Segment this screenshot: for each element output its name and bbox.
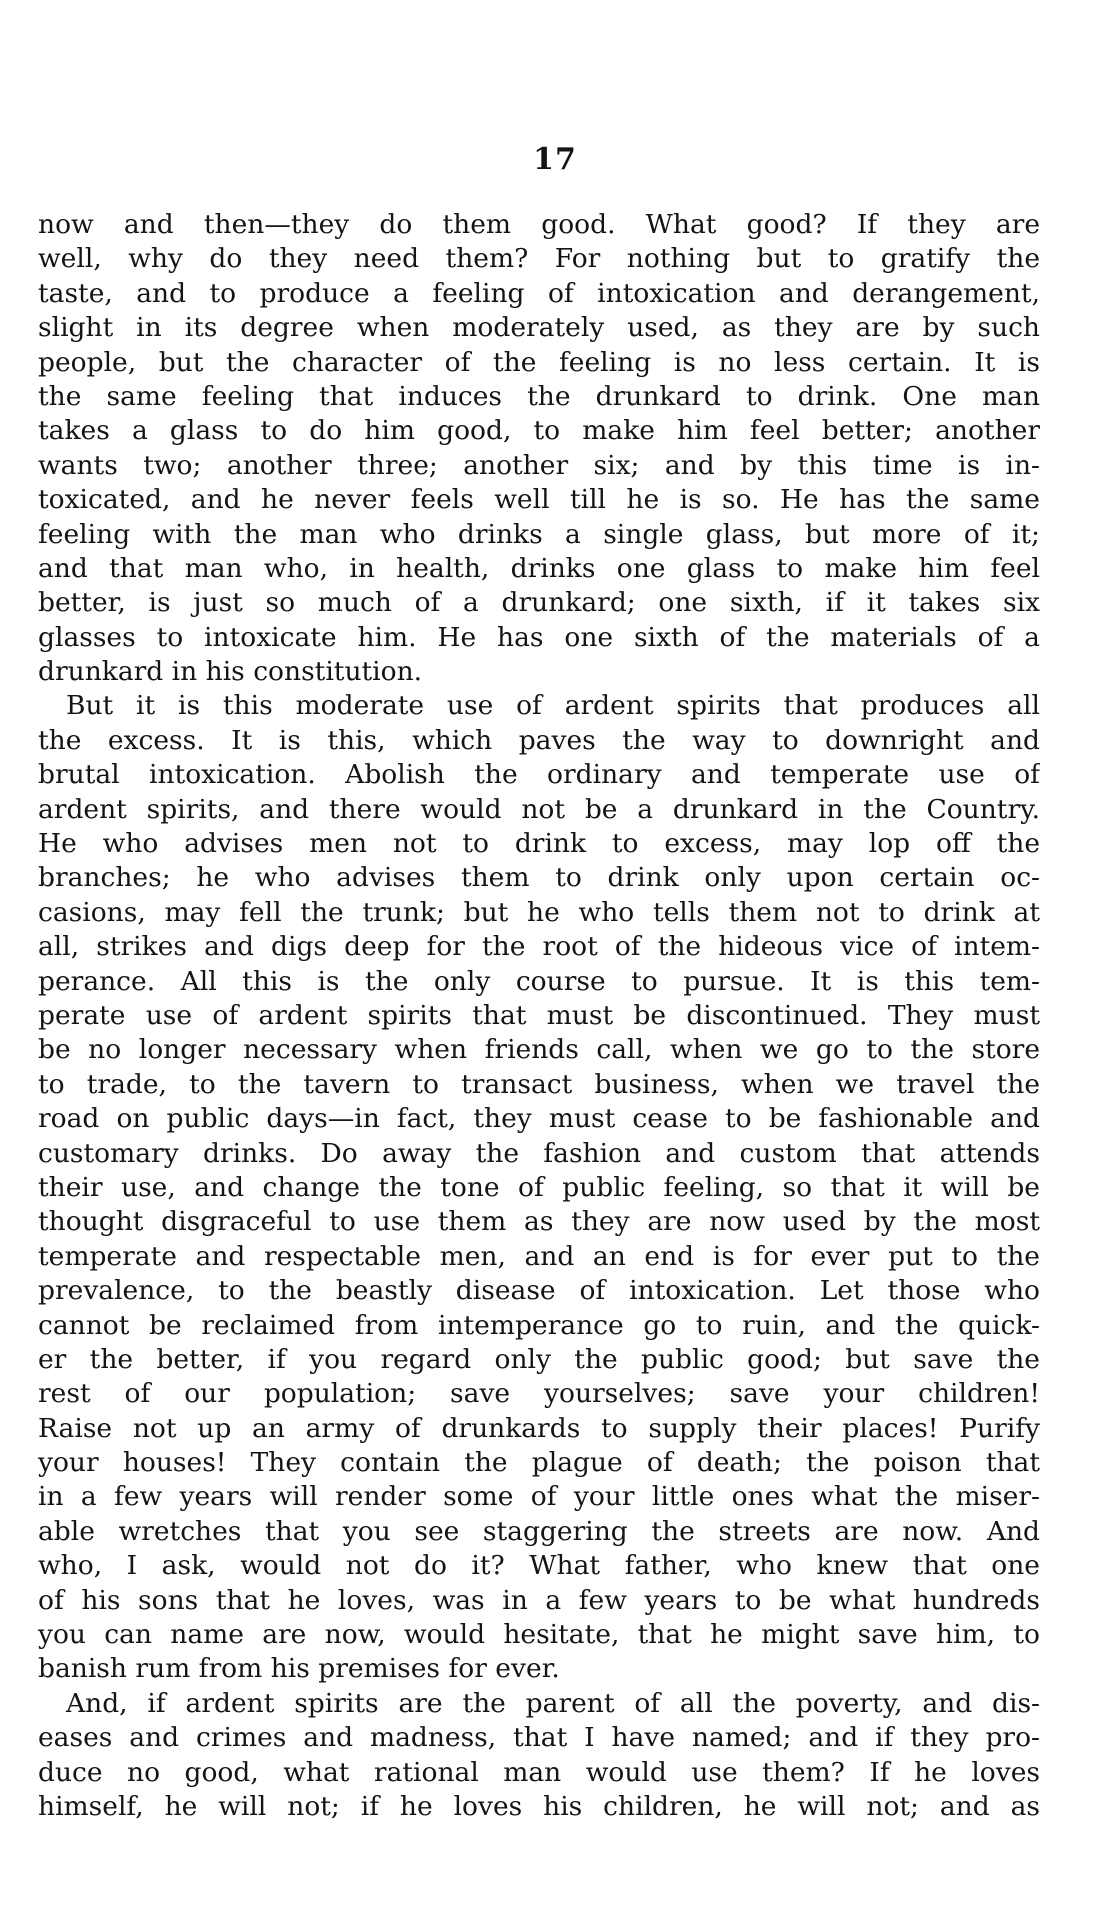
text-line: you can name are now, would hesitate, that he might save him, to — [38, 1619, 1040, 1651]
text-line: better, is just so much of a drunkard; one sixth, if it takes six — [38, 587, 1040, 619]
text-line: banish rum from his premises for ever. — [38, 1653, 560, 1685]
text-line: who, I ask, would not do it? What father, who knew that one — [38, 1550, 1040, 1582]
text-line: feeling with the man who drinks a single glass, but more of it; — [38, 518, 1040, 550]
text-line: be no longer necessary when friends call, when we go to the store — [38, 1034, 1040, 1066]
text-line: now and then—they do them good. What good? If they are — [38, 209, 1040, 240]
text-line: in a few years will render some of your little ones what the miser- — [38, 1481, 1040, 1513]
text-line: Raise not up an army of drunkards to supply their places! Purify — [38, 1412, 1040, 1444]
text-line: the same feeling that induces the drunkard to drink. One man — [38, 380, 1040, 412]
text-line: of his sons that he loves, was in a few years to be what hundreds — [38, 1584, 1040, 1616]
text-line: ardent spirits, and there would not be a drunkard in the Country. — [38, 793, 1040, 825]
text-line: eases and crimes and madness, that I have named; and if they pro- — [38, 1722, 1040, 1754]
text-line: drunkard in his constitution. — [38, 656, 423, 688]
text-line: to trade, to the tavern to transact business, when we travel the — [38, 1068, 1040, 1100]
text-line: But it is this moderate use of ardent spirits that produces all — [66, 690, 1040, 722]
text-line: the excess. It is this, which paves the way to downright and — [38, 724, 1040, 756]
text-line: prevalence, to the beastly disease of intoxication. Let those who — [38, 1275, 1040, 1307]
text-line: road on public days—in fact, they must cease to be fashionable and — [38, 1103, 1040, 1135]
text-line: cannot be reclaimed from intemperance go to ruin, and the quick- — [38, 1309, 1040, 1341]
text-line: and that man who, in health, drinks one glass to make him feel — [38, 552, 1040, 584]
text-line: rest of our population; save yourselves; save your children! — [38, 1378, 1040, 1410]
text-line: all, strikes and digs deep for the root of the hideous vice of intem- — [38, 931, 1040, 963]
text-line: duce no good, what rational man would use them? If he loves — [38, 1756, 1040, 1788]
text-line: perate use of ardent spirits that must be discontinued. They must — [38, 999, 1040, 1031]
text-line: perance. All this is the only course to pursue. It is this tem- — [38, 965, 1040, 997]
text-line: brutal intoxication. Abolish the ordinary and temperate use of — [38, 759, 1040, 791]
text-line: able wretches that you see staggering the streets are now. And — [38, 1515, 1040, 1547]
text-line: taste, and to produce a feeling of intoxication and derangement, — [38, 277, 1040, 309]
text-line: He who advises men not to drink to excess, may lop off the — [38, 828, 1040, 860]
text-line: takes a glass to do him good, to make him feel better; another — [38, 415, 1040, 447]
text-line: their use, and change the tone of public feeling, so that it will be — [38, 1171, 1040, 1203]
text-line: And, if ardent spirits are the parent of all the poverty, and dis- — [66, 1687, 1040, 1719]
text-line: branches; he who advises them to drink only upon certain oc- — [38, 862, 1040, 894]
text-line: thought disgraceful to use them as they are now used by the most — [38, 1206, 1040, 1238]
text-line: glasses to intoxicate him. He has one sixth of the materials of a — [38, 621, 1040, 653]
text-line: himself, he will not; if he loves his children, he will not; and as — [38, 1790, 1040, 1822]
text-line: toxicated, and he never feels well till he is so. He has the same — [38, 484, 1040, 516]
text-line: er the better, if you regard only the public good; but save the — [38, 1343, 1040, 1375]
text-line: people, but the character of the feeling is no less certain. It is — [38, 346, 1040, 378]
text-line: wants two; another three; another six; and by this time is in- — [38, 449, 1040, 481]
text-line: well, why do they need them? For nothing but to gratify the — [38, 243, 1040, 275]
text-line: customary drinks. Do away the fashion and custom that attends — [38, 1137, 1040, 1169]
text-line: temperate and respectable men, and an end is for ever put to the — [38, 1240, 1040, 1272]
text-line: casions, may fell the trunk; but he who tells them not to drink at — [38, 896, 1040, 928]
page-number: 17 — [533, 142, 577, 177]
text-line: slight in its degree when moderately used, as they are by such — [38, 312, 1040, 344]
text-line: your houses! They contain the plague of death; the poison that — [38, 1447, 1040, 1479]
body-text — [38, 208, 1040, 1824]
